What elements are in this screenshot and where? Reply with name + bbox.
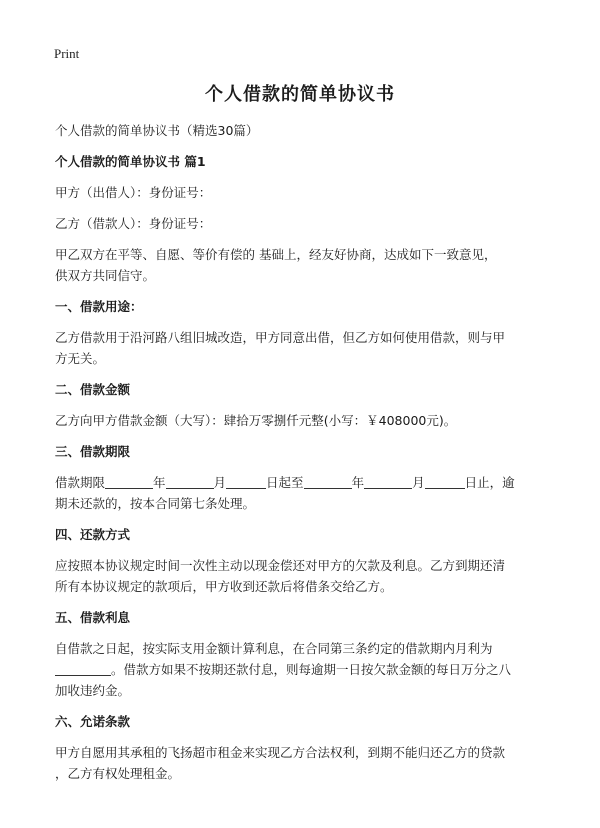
document-title: 个人借款的简单协议书 bbox=[205, 84, 395, 105]
blank-field bbox=[364, 474, 412, 489]
blank-field bbox=[425, 474, 465, 489]
blank-field bbox=[226, 474, 266, 489]
print-link[interactable]: Print bbox=[54, 46, 80, 61]
blank-field bbox=[55, 661, 111, 676]
blank-field bbox=[166, 474, 214, 489]
party-b-line: 乙方（借款人）：身份证号： bbox=[55, 216, 212, 231]
clause-5-line-2 bbox=[55, 659, 555, 680]
blank-field bbox=[304, 474, 352, 489]
clause-3-line-1 bbox=[55, 472, 555, 493]
clause-3-text-a: 借款期限 bbox=[55, 475, 106, 490]
intro-line-1: 甲乙双方在平等、自愿、等价有偿的 基础上，经友好协商，达成如下一致意见， bbox=[55, 247, 497, 262]
clause-1-line-1: 乙方借款用于沿河路八组旧城改造，甲方同意出借，但乙方如何使用借款，则与甲 bbox=[55, 330, 506, 345]
clause-2-heading: 二、借款金额 bbox=[55, 382, 131, 397]
clause-5-line-2-text: 。借款方如果不按期还款付息，则每逾期一日按欠款金额的每日万分之八 bbox=[111, 662, 512, 677]
clause-6-line-1: 甲方自愿用其承租的飞扬超市租金来实现乙方合法权利，到期不能归还乙方的贷款 bbox=[55, 745, 506, 760]
clause-3-line-2: 期未还款的，按本合同第七条处理。 bbox=[55, 496, 256, 511]
document-body bbox=[55, 120, 555, 784]
clause-1-heading: 一、借款用途： bbox=[55, 299, 143, 314]
section-heading: 个人借款的简单协议书 篇1 bbox=[55, 154, 206, 169]
clause-5-line-3: 加收违约金。 bbox=[55, 683, 131, 698]
clause-5-heading: 五、借款利息 bbox=[55, 610, 131, 625]
clause-3-heading: 三、借款期限 bbox=[55, 444, 131, 459]
clause-6-heading: 六、允诺条款 bbox=[55, 714, 131, 729]
clause-3-text-c: 月 bbox=[213, 475, 227, 490]
subtitle: 个人借款的简单协议书（精选30篇） bbox=[55, 123, 259, 138]
party-a-line: 甲方（出借人）：身份证号： bbox=[55, 185, 212, 200]
clause-6-line-2: ，乙方有权处理租金。 bbox=[55, 766, 181, 781]
clause-4-heading: 四、还款方式 bbox=[55, 527, 131, 542]
blank-field bbox=[105, 474, 153, 489]
clause-3-text-d: 日起至 bbox=[266, 475, 304, 490]
clause-3-text-b: 年 bbox=[153, 475, 166, 490]
clause-2-line-1: 乙方向甲方借款金额（大写）：肆拾万零捌仟元整(小写：￥408000元)。 bbox=[55, 413, 457, 428]
clause-5-line-1: 自借款之日起，按实际支用金额计算利息，在合同第三条约定的借款期内月利为 bbox=[55, 641, 493, 656]
clause-4-line-1: 应按照本协议规定时间一次性主动以现金偿还对甲方的欠款及利息。乙方到期还清 bbox=[55, 558, 506, 573]
clause-4-line-2: 所有本协议规定的款项后，甲方收到还款后将借条交给乙方。 bbox=[55, 579, 393, 594]
clause-3-text-f: 月 bbox=[412, 475, 425, 490]
intro-line-2: 供双方共同信守。 bbox=[55, 268, 156, 283]
clause-3-text-e: 年 bbox=[351, 475, 365, 490]
clause-3-text-g: 日止，逾 bbox=[464, 475, 515, 490]
clause-1-line-2: 方无关。 bbox=[55, 351, 106, 366]
